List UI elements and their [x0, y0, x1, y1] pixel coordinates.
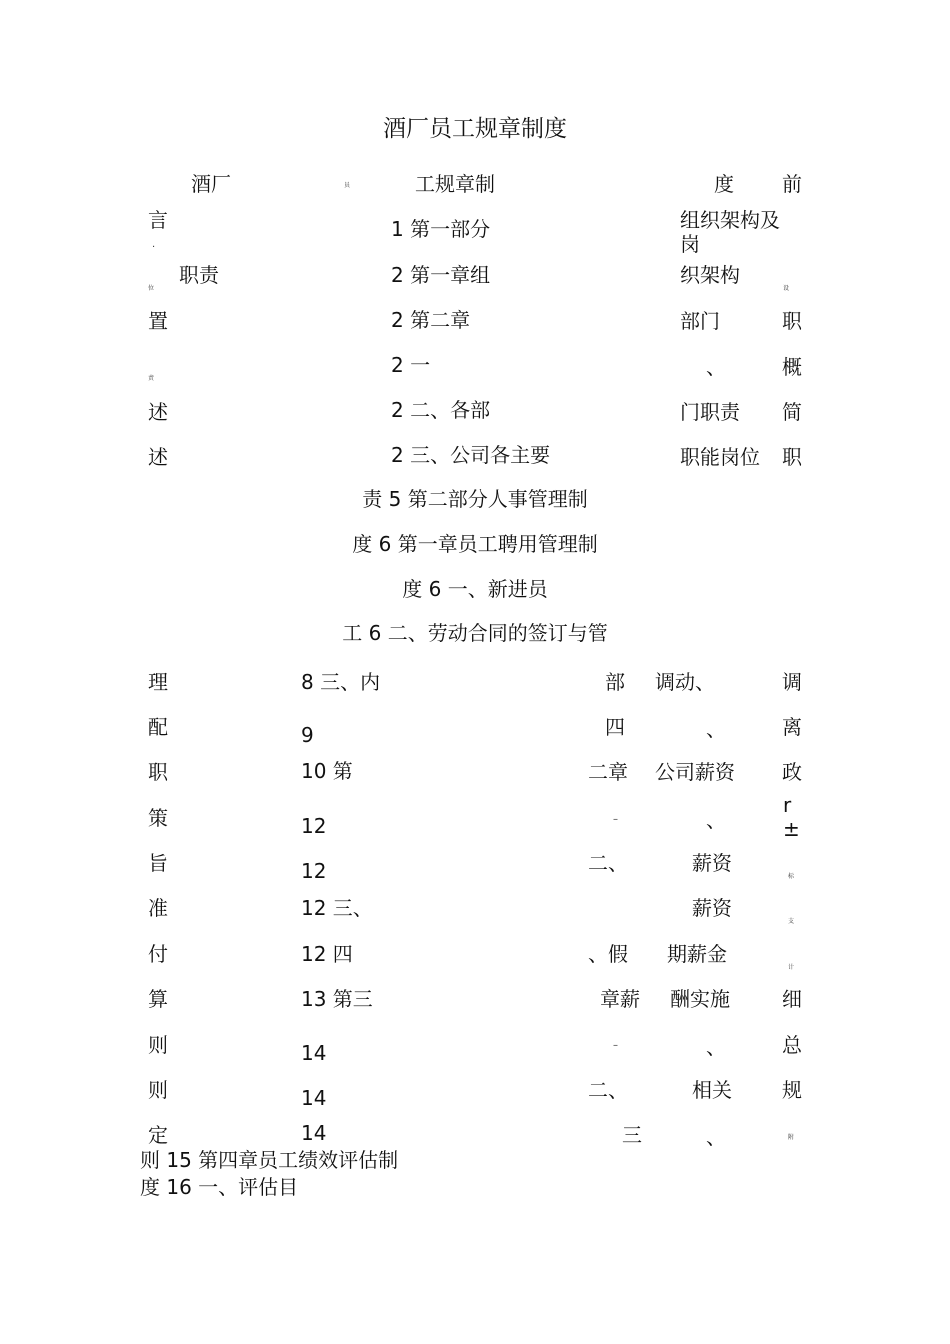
toc-b2-col3b: 、: [706, 717, 726, 741]
toc-b7-small: 计: [788, 964, 795, 971]
toc-b6-col2: 12 三、: [301, 896, 373, 920]
header-col4: 前: [782, 172, 802, 196]
toc-row2-col1: 职责: [179, 263, 219, 287]
toc-row1-dot: ·: [152, 242, 156, 253]
toc-row3-col1: 置: [148, 309, 168, 333]
toc-row5-col1: 述: [148, 400, 168, 424]
toc-b3-col3b: 公司薪资: [655, 760, 735, 784]
centered-line-1: 责 5 第二部分人事管理制: [362, 487, 588, 511]
header-col1: 酒厂: [191, 172, 231, 196]
toc-row4-col3: 、: [706, 355, 726, 379]
toc-b3-col1: 职: [148, 760, 168, 784]
toc-b5-small: 标: [788, 873, 795, 880]
toc-b9-col3b: 、: [706, 1035, 726, 1059]
toc-row1-col1: 言: [148, 208, 168, 232]
toc-b9-col4: 总: [782, 1033, 802, 1057]
toc-row2-col3: 织架构: [680, 263, 740, 287]
toc-b10-col3: 二、: [588, 1078, 628, 1102]
centered-line-2: 度 6 第一章员工聘用管理制: [352, 532, 598, 556]
toc-b3-col3: 二章: [588, 760, 628, 784]
toc-b8-col2: 13 第三: [301, 987, 373, 1011]
toc-b10-col1: 则: [148, 1078, 168, 1102]
toc-b8-col3b: 酬实施: [670, 987, 730, 1011]
centered-line-4: 工 6 二、劳动合同的签订与管: [342, 621, 608, 645]
toc-b5-col1: 旨: [148, 851, 168, 875]
toc-row6-col3: 职能岗位: [680, 445, 760, 469]
toc-b6-col1: 准: [148, 896, 168, 920]
toc-b4-col1: 策: [148, 806, 168, 830]
toc-b5-col3b: 薪资: [692, 851, 732, 875]
toc-b1-col3b: 调动、: [655, 670, 715, 694]
toc-row1-col3: 组织架构及岗: [680, 208, 780, 256]
toc-b11-small: 附: [788, 1134, 795, 1141]
footer-line-1: 则 15 第四章员工绩效评估制: [140, 1148, 399, 1172]
toc-row2-col2: 2 第一章组: [391, 263, 491, 287]
toc-b11-col2: 14: [301, 1121, 327, 1145]
toc-b6-small: 支: [788, 918, 795, 925]
toc-row5-col2: 2 二、各部: [391, 398, 491, 422]
toc-b1-col4: 调: [782, 670, 802, 694]
toc-row3-col2: 2 第二章: [391, 308, 471, 332]
toc-b9-col1: 则: [148, 1033, 168, 1057]
toc-b4-col4: r ±: [783, 793, 800, 841]
toc-b2-col4: 离: [782, 715, 802, 739]
toc-b5-col3: 二、: [588, 851, 628, 875]
toc-row2-small: 位: [148, 285, 155, 292]
toc-b7-col2: 12 四: [301, 942, 353, 966]
toc-b4-col3: –: [613, 814, 618, 825]
toc-row4-col2: 2 一: [391, 353, 431, 377]
toc-b10-col2: 14: [301, 1086, 327, 1110]
toc-b3-col2: 10 第: [301, 759, 353, 783]
toc-b4-col2: 12: [301, 814, 327, 838]
toc-row6-col1: 述: [148, 445, 168, 469]
toc-row4-small: 责: [148, 375, 155, 382]
toc-b8-col3: 章薪: [600, 987, 640, 1011]
toc-b1-col3: 部: [605, 670, 625, 694]
footer-line-2: 度 16 一、评估目: [140, 1175, 299, 1199]
toc-b11-col3: 三: [622, 1123, 642, 1147]
toc-b4-col3b: 、: [706, 808, 726, 832]
toc-b6-col3b: 薪资: [692, 896, 732, 920]
toc-b1-col2: 8 三、内: [301, 670, 381, 694]
header-col2: 工规章制: [415, 172, 495, 196]
header-col3: 度: [714, 172, 734, 196]
centered-line-3: 度 6 一、新进员: [402, 577, 548, 601]
toc-b10-col3b: 相关: [692, 1078, 732, 1102]
toc-b3-col4: 政: [782, 760, 802, 784]
page-title: 酒厂员工规章制度: [383, 116, 567, 142]
toc-b9-col2: 14: [301, 1041, 327, 1065]
toc-b9-col3: –: [613, 1040, 618, 1051]
toc-b10-col4: 规: [782, 1078, 802, 1102]
toc-b2-col2: 9: [301, 723, 314, 747]
toc-b8-col1: 算: [148, 987, 168, 1011]
toc-row4-col4: 概: [782, 355, 802, 379]
toc-b8-col4: 细: [782, 987, 802, 1011]
toc-b1-col1: 理: [148, 670, 168, 694]
toc-row5-col3: 门职责: [680, 400, 740, 424]
toc-b5-col2: 12: [301, 859, 327, 883]
header-small-char: 员: [344, 182, 351, 189]
toc-row2-small-right: 设: [783, 285, 790, 292]
toc-b2-col1: 配: [148, 715, 168, 739]
toc-row6-col4: 职: [782, 445, 802, 469]
toc-b11-col1: 定: [148, 1123, 168, 1147]
toc-row5-col4: 简: [782, 400, 802, 424]
toc-row6-col2: 2 三、公司各主要: [391, 443, 551, 467]
toc-row3-col3: 部门: [680, 309, 720, 333]
toc-b2-col3: 四: [605, 715, 625, 739]
toc-b7-col3: 、假: [588, 942, 628, 966]
toc-b7-col3b: 期薪金: [667, 942, 727, 966]
toc-b11-col3b: 、: [706, 1125, 726, 1149]
toc-row1-col2: 1 第一部分: [391, 217, 491, 241]
toc-row3-col4: 职: [782, 309, 802, 333]
toc-b7-col1: 付: [148, 942, 168, 966]
